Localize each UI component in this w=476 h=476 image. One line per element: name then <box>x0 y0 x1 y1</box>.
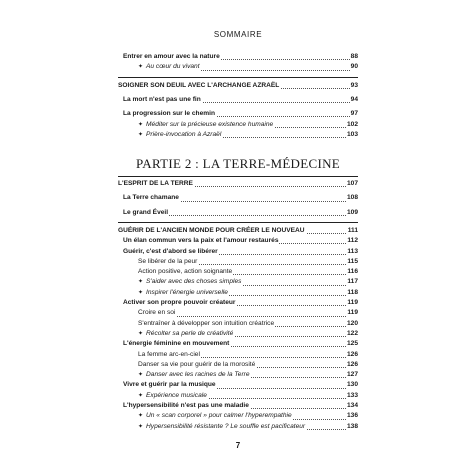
toc-entry[interactable] <box>118 179 358 189</box>
toc-entry-page: 122 <box>346 329 358 339</box>
toc-entry-title: L'énergie féminine en mouvement <box>123 339 230 349</box>
toc-entry[interactable] <box>123 95 358 105</box>
toc-entry-page: 94 <box>350 95 358 105</box>
toc-entry-title: La femme arc-en-ciel <box>138 350 201 360</box>
toc-entry[interactable] <box>138 62 358 72</box>
star-bullet-icon: ✦ <box>138 413 144 420</box>
toc-entry-title: La mort n'est pas une fin <box>123 95 202 105</box>
star-bullet-icon: ✦ <box>138 121 144 128</box>
toc-entry-page: 119 <box>346 298 358 308</box>
star-bullet-icon: ✦ <box>138 131 144 138</box>
star-bullet-icon: ✦ <box>138 64 144 71</box>
toc-entry-title: ✦ Prière-invocation à Azraël <box>138 130 222 140</box>
toc-entry-page: 108 <box>346 193 358 203</box>
toc-entry-title: ✦ Au cœur du vivant <box>138 62 201 72</box>
star-bullet-icon: ✦ <box>138 372 144 379</box>
toc-entry[interactable] <box>123 193 358 203</box>
toc-entry-page: 136 <box>346 411 358 421</box>
toc-entry-title: ✦ Hypersensibilité résistante ? Le souffle est pacificateur <box>138 422 306 432</box>
toc-entry-page: 126 <box>346 350 358 360</box>
toc-entry-page: 109 <box>346 208 358 218</box>
toc-entry-title: ✦ Danser avec les racines de la Terre <box>138 370 251 380</box>
toc-entry-title: ✦ Méditer sur la précieuse existence humaine <box>138 120 274 130</box>
star-bullet-icon: ✦ <box>138 279 144 286</box>
toc-entry-title: ✦ Expérience musicale <box>138 391 208 401</box>
toc-entry-page: 111 <box>347 226 358 236</box>
toc-entry-title: Se libérer de la peur <box>138 257 198 267</box>
toc-entry[interactable] <box>138 422 358 432</box>
star-bullet-icon: ✦ <box>138 392 144 399</box>
toc-entry-title: Guérir, c'est d'abord se libérer <box>123 247 219 257</box>
toc-entry-page: 93 <box>350 81 358 91</box>
toc-entry-page: 103 <box>346 130 358 140</box>
toc-entry-page: 113 <box>346 247 358 257</box>
toc-entry-page: 130 <box>346 380 358 390</box>
toc-entry-title: Le grand Éveil <box>123 208 169 218</box>
toc-entry-title: Activer son propre pouvoir créateur <box>123 298 237 308</box>
toc-entry-page: 116 <box>346 267 358 277</box>
toc-entry-title: Entrer en amour avec la nature <box>123 52 221 62</box>
toc-entry-title: ✦ Récolter sa perle de créativité <box>138 329 234 339</box>
toc-entry-page: 127 <box>346 370 358 380</box>
toc-entry-title: L'hypersensibilité n'est pas une maladie <box>123 401 250 411</box>
toc-entry-title: ✦ Inspirer l'énergie universelle <box>138 288 229 298</box>
toc-entry-title: La progression sur le chemin <box>123 109 216 119</box>
star-bullet-icon: ✦ <box>138 330 144 337</box>
part-title: PARTIE 2 : LA TERRE-MÉDECINE <box>135 156 341 171</box>
toc-entry-page: 119 <box>346 308 358 318</box>
toc-entry-title: GUÉRIR DE L'ANCIEN MONDE POUR CRÉER LE NOUVEAU <box>118 226 306 236</box>
toc-entry-page: 120 <box>346 319 358 329</box>
toc-entry-title: ✦ Un « scan corporel » pour calmer l'hyperempathie <box>138 411 293 421</box>
toc-entry-title: Croire en soi <box>138 308 176 318</box>
toc-entry-page: 88 <box>350 52 358 62</box>
toc-entry-page: 118 <box>346 288 358 298</box>
toc-entry-title: La Terre chamane <box>123 193 180 203</box>
toc-entry-page: 97 <box>350 109 358 119</box>
toc-entry-title: Un élan commun vers la paix et l'amour restaurés <box>123 236 279 246</box>
toc-entry-page: 134 <box>346 401 358 411</box>
page-number: 7 <box>235 441 241 450</box>
toc-entry-page: 117 <box>346 277 358 287</box>
toc-entry-title: Action positive, action soignante <box>138 267 233 277</box>
toc-entry-page: 112 <box>346 236 358 246</box>
toc-entry-page: 107 <box>346 179 358 189</box>
toc-entry[interactable] <box>138 130 358 140</box>
toc-entry-title: S'entraîner à développer son intuition créatrice <box>138 319 275 329</box>
toc-entry[interactable] <box>118 81 358 91</box>
toc-entry-title: SOIGNER SON DEUIL AVEC L'ARCHANGE AZRAËL <box>118 81 280 91</box>
toc-entry-page: 125 <box>346 339 358 349</box>
toc-entry-page: 133 <box>346 391 358 401</box>
toc-entry-page: 102 <box>346 120 358 130</box>
toc-entry-page: 115 <box>346 257 358 267</box>
toc-entry[interactable] <box>123 208 358 218</box>
toc-entry-title: Vivre et guérir par la musique <box>123 380 217 390</box>
toc-entry-title: L'ESPRIT DE LA TERRE <box>118 179 194 189</box>
star-bullet-icon: ✦ <box>138 423 144 430</box>
toc-entry-page: 138 <box>346 422 358 432</box>
running-header: SOMMAIRE <box>213 30 263 39</box>
toc-entry-page: 90 <box>350 62 358 72</box>
toc-entry-title: ✦ S'aider avec des choses simples <box>138 277 242 287</box>
toc-entry-page: 126 <box>346 360 358 370</box>
toc-entry-title: Danser sa vie pour guérir de la morosité <box>138 360 256 370</box>
star-bullet-icon: ✦ <box>138 289 144 296</box>
